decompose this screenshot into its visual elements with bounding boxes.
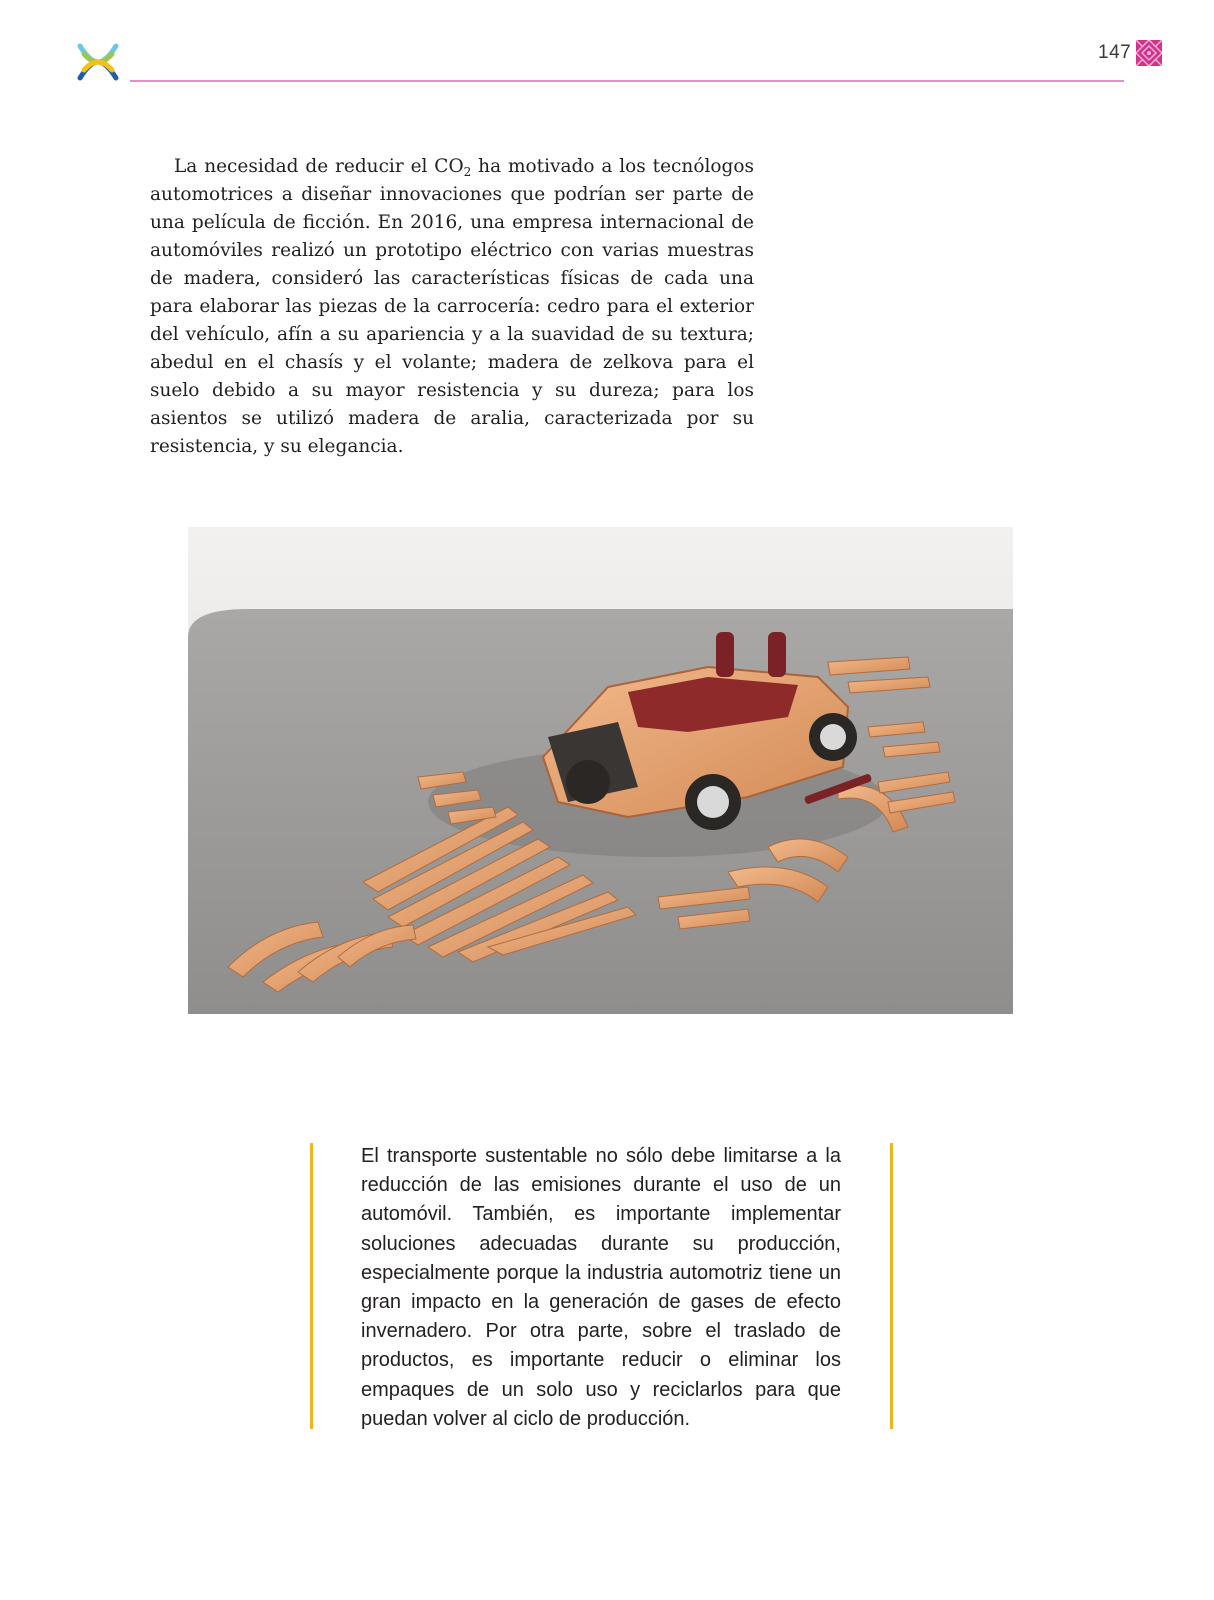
magenta-pattern-icon xyxy=(1136,40,1162,66)
callout-right-bar xyxy=(890,1143,893,1429)
sustainable-cross-logo-icon xyxy=(76,40,120,84)
page-number: 147 xyxy=(1098,42,1132,63)
wooden-car-prototype-photo xyxy=(188,527,1013,1014)
intro-text-start: La necesidad de reducir el CO xyxy=(174,156,464,177)
callout-paragraph: El transporte sustentable no sólo debe limitarse a la reducción de las emisiones durante el uso de un automóvil. También, es importante implementar soluciones adecuadas durante su producción, especialmente porque la industria automotriz tiene un gran impacto en la generación de gases de efecto invernadero. Por otra parte, sobre el traslado de productos, es importante reducir o eliminar los empaques de un solo uso y reciclarlos para que puedan volver al ciclo de producción. xyxy=(361,1145,841,1430)
co2-subscript: 2 xyxy=(463,165,472,179)
header-rule xyxy=(130,80,1124,82)
intro-text-rest: ha motivado a los tecnólogos automotrices a diseñar innovaciones que podrían ser parte de una película de ficción. En 2016, una empresa internacional de automóviles realizó un prototipo eléctrico con varias muestras de madera, consideró las características físicas de cada una para elaborar las piezas de la carrocería: cedro para el exterior del vehículo, afín a su apariencia y a la suavidad de su textura; abedul en el chasís y el volante; madera de zelkova para el suelo debido a su mayor resistencia y su dureza; para los asientos se utilizó madera de aralia, caracterizada por su resistencia, y su elegancia. xyxy=(150,156,754,457)
callout-left-bar xyxy=(310,1143,313,1429)
intro-paragraph xyxy=(150,153,754,461)
